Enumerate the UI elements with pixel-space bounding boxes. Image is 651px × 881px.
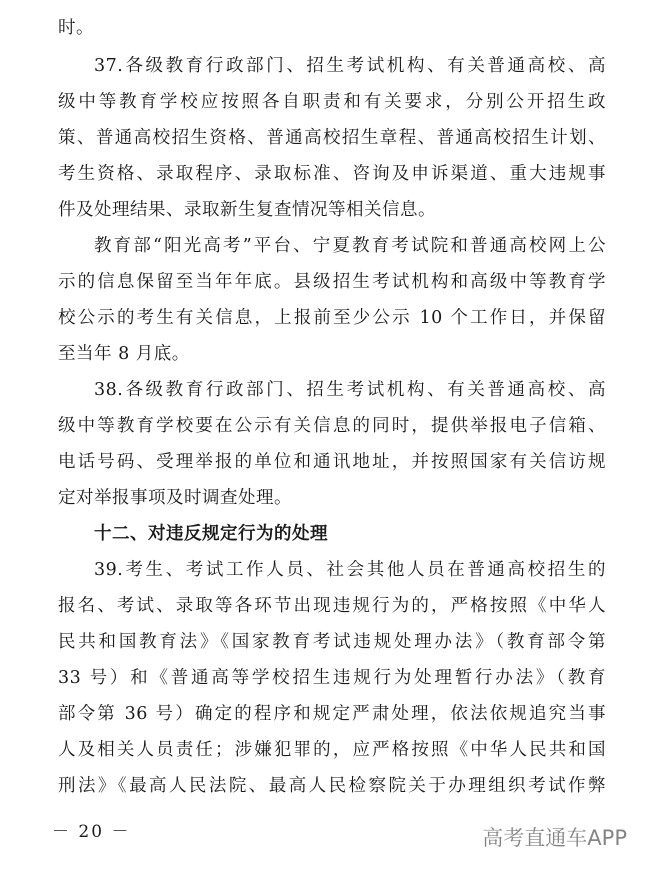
- text-line-22: 刑法》《最高人民法院、最高人民检察院关于办理组织考试作弊: [58, 776, 606, 796]
- text-line-9: 校公示的考生有关信息，上报前至少公示 10 个工作日，并保留: [58, 308, 606, 328]
- text-line-14: 定对举报事项及时调查处理。: [58, 488, 292, 508]
- watermark: 高考直通车APP: [482, 826, 627, 850]
- text-line-3: 级中等教育学校应按照各自职责和有关要求，分别公开招生政: [58, 92, 606, 112]
- text-line-2: 37.各级教育行政部门、招生考试机构、有关普通高校、高: [94, 56, 606, 76]
- page-number: － 20 －: [52, 822, 131, 842]
- text-line-17: 报名、考试、录取等各环节出现违规行为的，严格按照《中华人: [58, 596, 606, 616]
- text-line-13: 电话号码、受理举报的单位和通讯地址，并按照国家有关信访规: [58, 452, 606, 472]
- text-line-16: 39.考生、考试工作人员、社会其他人员在普通高校招生的: [94, 560, 606, 580]
- text-line-12: 级中等教育学校要在公示有关信息的同时，提供举报电子信箱、: [58, 416, 606, 436]
- section-heading: 十二、对违反规定行为的处理: [94, 524, 328, 544]
- text-line-5: 考生资格、录取程序、录取标准、咨询及申诉渠道、重大违规事: [58, 164, 606, 184]
- text-line-8: 示的信息保留至当年年底。县级招生考试机构和高级中等教育学: [58, 272, 606, 292]
- text-line-19: 33 号）和《普通高等学校招生违规行为处理暂行办法》（教育: [58, 668, 606, 688]
- text-line-10: 至当年 8 月底。: [58, 344, 190, 364]
- text-line-4: 策、普通高校招生资格、普通高校招生章程、普通高校招生计划、: [58, 128, 606, 148]
- text-line-21: 人及相关人员责任；涉嫌犯罪的，应严格按照《中华人民共和国: [58, 740, 606, 760]
- text-line-1: 时。: [58, 18, 94, 38]
- text-line-18: 民共和国教育法》《国家教育考试违规处理办法》（教育部令第: [58, 632, 606, 652]
- text-line-6: 件及处理结果、录取新生复查情况等相关信息。: [58, 200, 436, 220]
- text-line-20: 部令第 36 号）确定的程序和规定严肃处理，依法依规追究当事: [58, 704, 606, 724]
- text-line-11: 38.各级教育行政部门、招生考试机构、有关普通高校、高: [94, 380, 606, 400]
- text-line-7: 教育部“阳光高考”平台、宁夏教育考试院和普通高校网上公: [94, 236, 606, 256]
